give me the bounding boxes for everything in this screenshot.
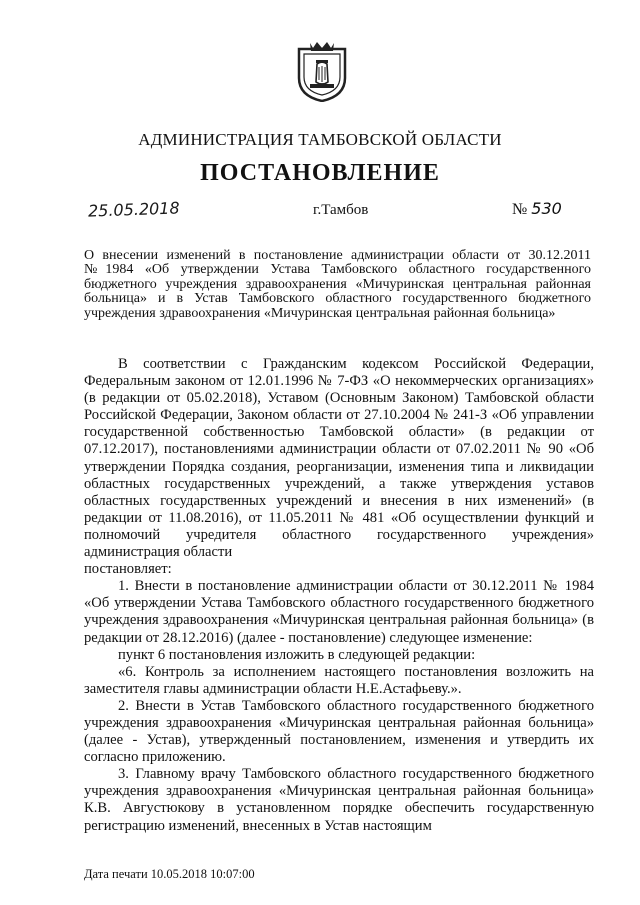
item-1-point-paragraph: пункт 6 постановления изложить в следующей редакции: bbox=[118, 646, 476, 663]
organization-title: АДМИНИСТРАЦИЯ ТАМБОВСКОЙ ОБЛАСТИ bbox=[138, 130, 502, 149]
number-prefix: № bbox=[512, 201, 528, 218]
document-body bbox=[84, 356, 594, 835]
item-1-quote-paragraph: «6. Контроль за исполнением настоящего постановления возложить на заместителя главы администрации области Н.Е.Астафьеву.». bbox=[84, 663, 594, 697]
document-number bbox=[512, 199, 562, 219]
item-1-paragraph: 1. Внести в постановление администрации области от 30.12.2011 № 1984 «Об утверждении Устава Тамбовского областного государственного бюджетного учреждения здравоохранения «Мичуринская центральная районная больница» (в редакции от 28.12.2016) (далее - постановление) следующее изменение: bbox=[84, 578, 594, 646]
handwritten-number: 530 bbox=[531, 199, 562, 218]
item-3-paragraph: 3. Главному врачу Тамбовского областного государственного бюджетного учреждения здравоохранения «Мичуринская центральная районная больница» К.В. Августюкову в установленном порядке обеспечить государственную регистрацию изменений, внесенных в Устав настоящим bbox=[84, 766, 594, 834]
city-label: г.Тамбов bbox=[313, 202, 369, 218]
print-date-footer: Дата печати 10.05.2018 10:07:00 bbox=[84, 867, 255, 881]
coat-of-arms-icon bbox=[296, 40, 348, 102]
item-2-paragraph: 2. Внести в Устав Тамбовского областного государственного бюджетного учреждения здравоохранения «Мичуринская центральная районная больница» (далее - Устав), утвержденный постановлением, изменения и утвердить их согласно приложению. bbox=[84, 697, 594, 766]
document-type-title: ПОСТАНОВЛЕНИЕ bbox=[200, 160, 440, 186]
document-subject: О внесении изменений в постановление администрации области от 30.12.2011 №1984 «Об утверждении Устава Тамбовского областного государственного бюджетного учреждения здравоохранения «Мичуринская центральная районная больница» и в Устав Тамбовского областного государственного бюджетного учреждения здравоохранения «Мичуринская центральная районная больница» bbox=[84, 248, 591, 321]
handwritten-date: 25.05.2018 bbox=[87, 198, 180, 221]
resolution-word: постановляет: bbox=[84, 561, 172, 578]
preamble-paragraph: В соответствии с Гражданским кодексом Российской Федерации, Федеральным законом от 12.01.1996 № 7-ФЗ «О некоммерческих организациях» (в редакции от 05.02.2018), Уставом (Основным Законом) Тамбовской области Российской Федерации, Законом области от 27.10.2004 № 241-З «Об управлении государственной собственностью Тамбовской области» (в редакции от 07.12.2017), постановлениями администрации области от 07.02.2011 № 90 «Об утверждении Порядка создания, реорганизации, изменения типа и ликвидации областных государственных учреждений, а также утверждения уставов областных государственных учреждений и внесения в них изменений» (в редакции от 11.08.2016), от 11.05.2011 № 481 «Об осуществлении функций и полномочий учредителя областного государственного учреждения» администрация области bbox=[84, 356, 594, 561]
